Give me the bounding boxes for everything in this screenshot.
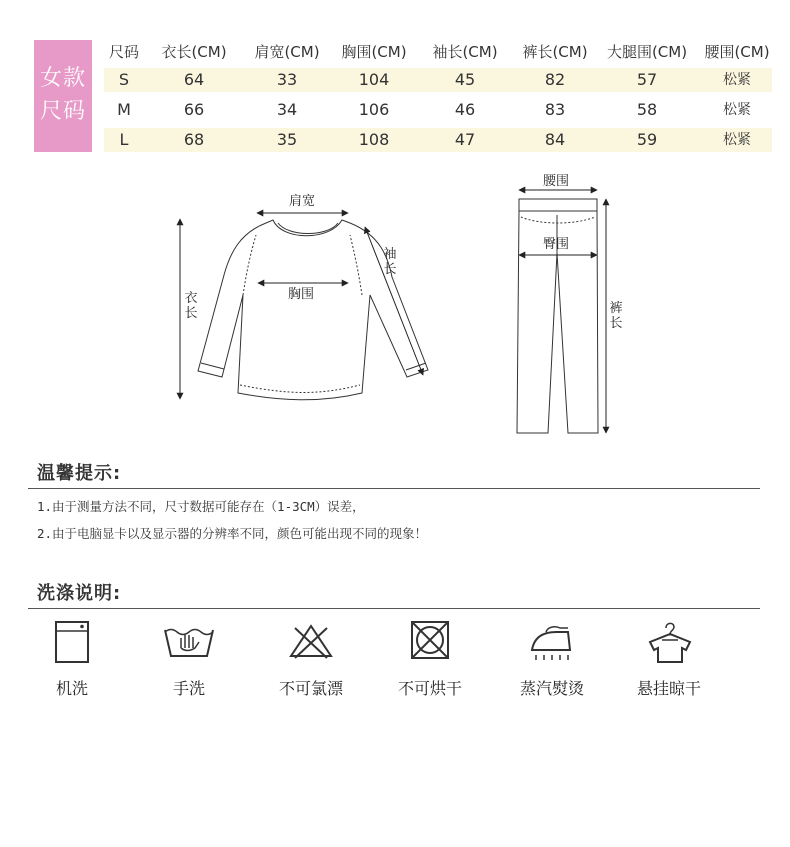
hand-wash-icon — [161, 620, 217, 660]
care-item-hand-wash — [139, 620, 239, 700]
cell-waist: 松紧 — [723, 72, 751, 88]
care-label: 手洗 — [172, 679, 205, 698]
care-label: 机洗 — [55, 679, 88, 698]
cell-waist: 松紧 — [723, 132, 751, 148]
hang-dry-icon — [644, 620, 694, 666]
care-label: 不可烘干 — [397, 679, 462, 698]
table-row — [104, 68, 772, 92]
cell-shoulder: 34 — [276, 100, 298, 119]
cell-size: M — [117, 100, 131, 119]
header-thigh: 大腿围(CM) — [606, 43, 688, 61]
cell-length: 66 — [183, 100, 205, 119]
machine-wash-icon — [52, 620, 92, 666]
steam-iron-icon — [526, 620, 578, 666]
no-tumble-dry-icon — [408, 620, 452, 664]
cell-sleeve: 46 — [454, 100, 476, 119]
pants-length-label: 裤长 — [609, 301, 623, 331]
header-waist: 腰围(CM) — [704, 43, 770, 61]
tips-divider — [28, 488, 760, 489]
cell-sleeve: 47 — [454, 130, 476, 149]
cell-length: 68 — [183, 130, 205, 149]
cell-thigh: 59 — [636, 130, 658, 149]
cell-length: 64 — [183, 70, 205, 89]
header-length: 衣长(CM) — [161, 43, 227, 61]
cell-shoulder: 35 — [276, 130, 298, 149]
garment-outline-drawing — [0, 165, 790, 445]
length-label: 衣长 — [184, 291, 198, 321]
care-label: 不可氯漂 — [278, 679, 343, 698]
tag-line-size: 尺码 — [39, 99, 86, 124]
care-divider — [28, 608, 760, 609]
cell-chest: 108 — [358, 130, 390, 149]
care-item-no-tumble-dry — [380, 620, 480, 700]
tag-line-women: 女款 — [39, 66, 86, 91]
pants-outline — [517, 199, 598, 433]
size-table — [34, 40, 772, 152]
tips-title: 温馨提示: — [37, 463, 122, 484]
care-item-hang-dry — [619, 620, 719, 700]
cell-chest: 106 — [358, 100, 390, 119]
care-item-steam-iron — [502, 620, 602, 700]
cell-pants: 84 — [544, 130, 566, 149]
shoulder-label: 肩宽 — [289, 194, 316, 209]
cell-chest: 104 — [358, 70, 390, 89]
cell-pants: 82 — [544, 70, 566, 89]
no-bleach-icon — [287, 620, 335, 660]
cell-shoulder: 33 — [276, 70, 298, 89]
cell-sleeve: 45 — [454, 70, 476, 89]
header-pants: 裤长(CM) — [522, 43, 588, 61]
cell-size: L — [119, 130, 129, 149]
care-title: 洗涤说明: — [37, 583, 122, 604]
care-item-machine-wash — [22, 620, 122, 700]
measurement-diagrams — [0, 165, 790, 445]
care-label: 悬挂晾干 — [636, 679, 701, 698]
table-row — [104, 128, 772, 152]
header-chest: 胸围(CM) — [341, 43, 407, 61]
hip-label: 臀围 — [543, 237, 570, 252]
cell-thigh: 57 — [636, 70, 658, 89]
cell-waist: 松紧 — [723, 102, 751, 118]
chest-label: 胸围 — [288, 287, 315, 302]
sleeve-label: 袖长 — [383, 247, 397, 277]
tip-line-2: 2.由于电脑显卡以及显示器的分辨率不同，颜色可能出现不同的现象！ — [37, 526, 428, 541]
table-header-row — [104, 40, 772, 64]
table-row — [104, 98, 772, 122]
care-item-no-bleach — [261, 620, 361, 700]
cell-thigh: 58 — [636, 100, 658, 119]
header-size: 尺码 — [108, 43, 140, 61]
header-sleeve: 袖长(CM) — [432, 43, 498, 61]
cell-pants: 83 — [544, 100, 566, 119]
waist-label: 腰围 — [543, 174, 570, 189]
header-shoulder: 肩宽(CM) — [254, 43, 320, 61]
care-label: 蒸汽熨烫 — [519, 679, 584, 698]
cell-size: S — [118, 70, 130, 89]
size-tag — [34, 40, 92, 152]
tip-line-1: 1.由于测量方法不同，尺寸数据可能存在（1-3CM）误差， — [37, 499, 365, 514]
